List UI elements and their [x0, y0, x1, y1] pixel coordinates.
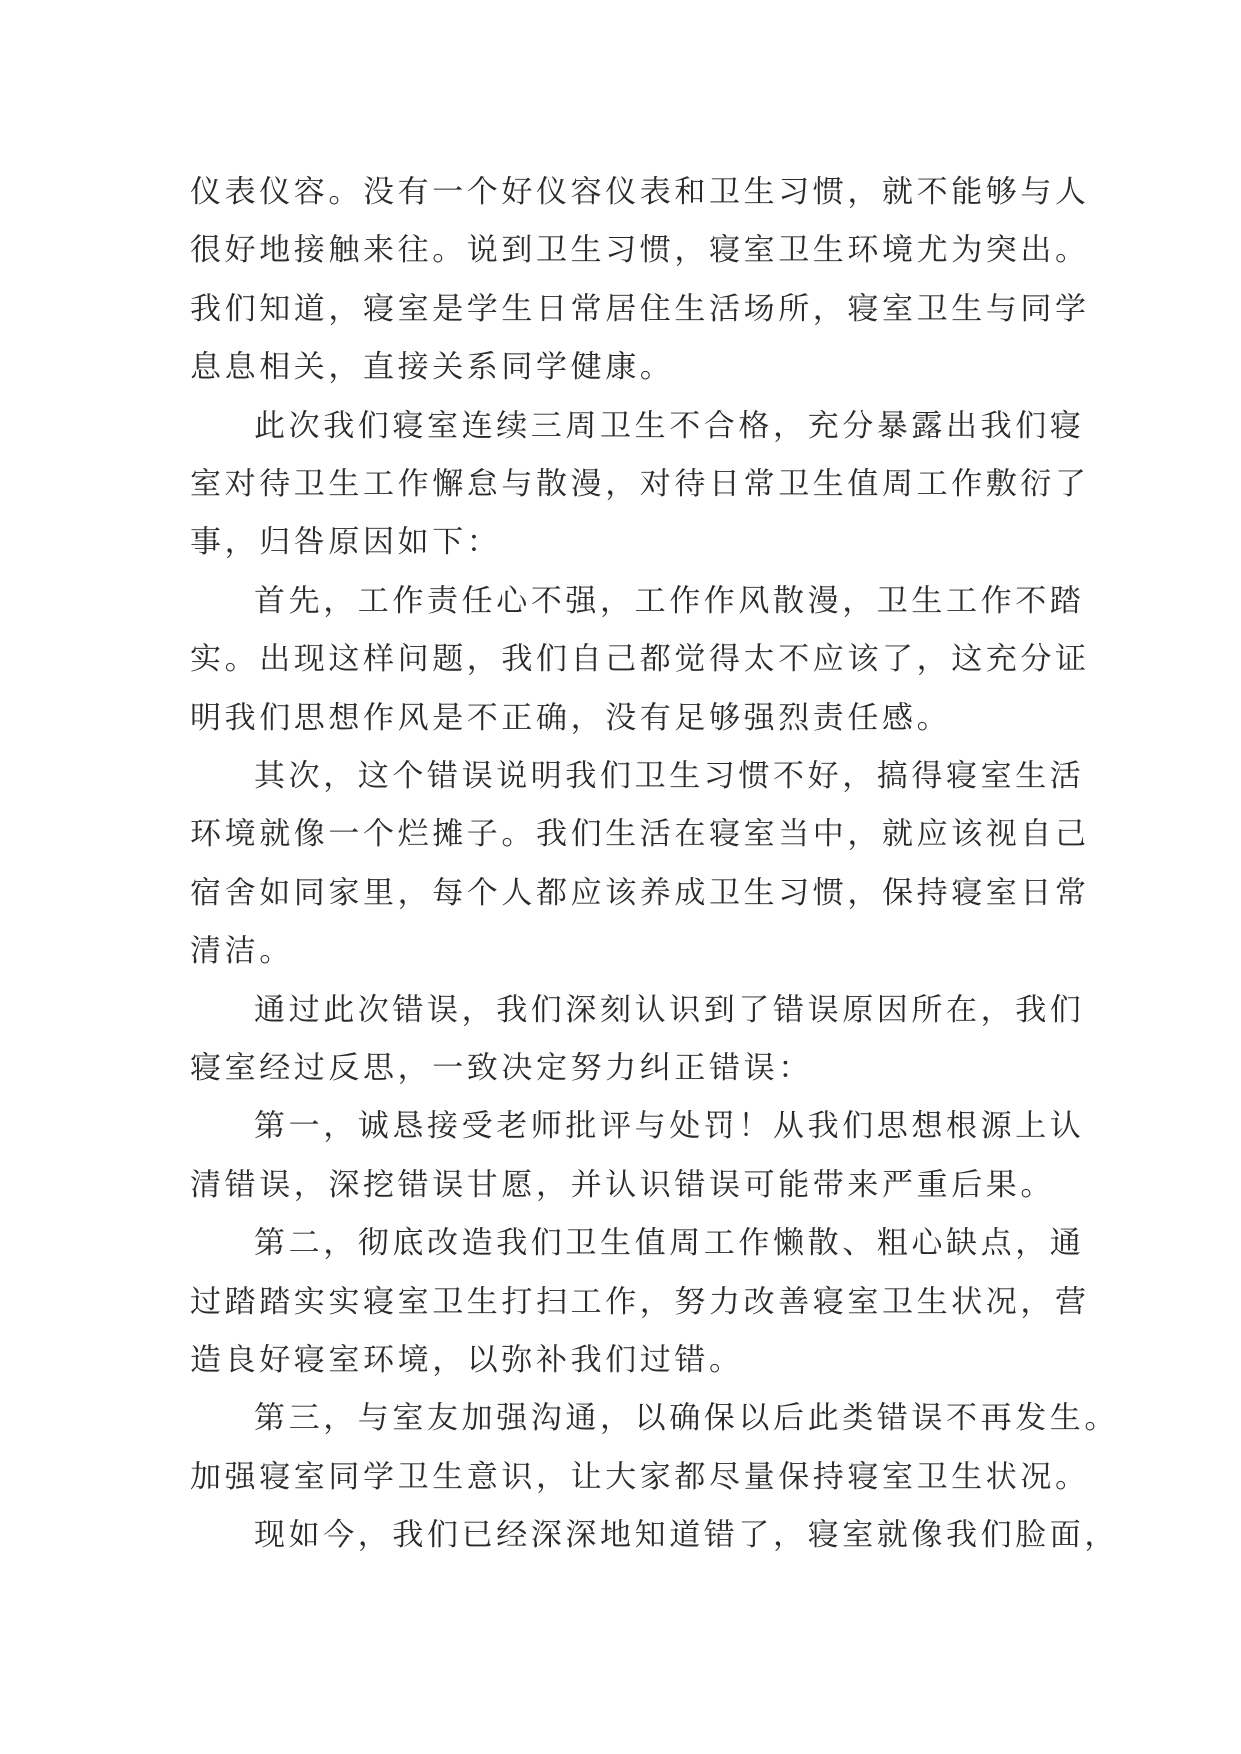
paragraph-start-line: 其次，这个错误说明我们卫生习惯不好，搞得寝室生活 — [254, 758, 1085, 794]
text-line: 很好地接触来往。说到卫生习惯，寝室卫生环境尤为突出。 — [190, 232, 1090, 269]
paragraph-start-line: 通过此次错误，我们深刻认识到了错误原因所在，我们 — [254, 991, 1085, 1028]
text-line: 加强寝室同学卫生意识，让大家都尽量保持寝室卫生状况。 — [190, 1458, 1090, 1495]
paragraph-start-line: 第三，与室友加强沟通，以确保以后此类错误不再发生。 — [254, 1400, 1119, 1437]
text-line: 过踏踏实实寝室卫生打扫工作，努力改善寝室卫生状况，营 — [190, 1283, 1090, 1320]
text-line: 清错误，深挖错误甘愿，并认识错误可能带来严重后果。 — [190, 1166, 1055, 1203]
text-line: 仪表仪容。没有一个好仪容仪表和卫生习惯，就不能够与人 — [190, 174, 1090, 210]
text-line: 息息相关，直接关系同学健康。 — [190, 349, 675, 386]
text-line: 我们知道，寝室是学生日常居住生活场所，寝室卫生与同学 — [190, 290, 1090, 327]
paragraph-start-line: 第一，诚恳接受老师批评与处罚！从我们思想根源上认 — [254, 1108, 1085, 1145]
paragraph-start-line: 此次我们寝室连续三周卫生不合格，充分暴露出我们寝 — [254, 407, 1085, 444]
paragraph-start-line: 第二，彻底改造我们卫生值周工作懒散、粗心缺点，通 — [254, 1225, 1085, 1262]
text-line: 事，归咎原因如下： — [190, 524, 502, 561]
paragraph-start-line: 现如今，我们已经深深地知道错了，寝室就像我们脸面， — [254, 1517, 1119, 1554]
text-line: 造良好寝室环境，以弥补我们过错。 — [190, 1342, 744, 1378]
text-line: 宿舍如同家里，每个人都应该养成卫生习惯，保持寝室日常 — [190, 874, 1090, 911]
text-line: 明我们思想作风是不正确，没有足够强烈责任感。 — [190, 699, 952, 736]
text-line: 实。出现这样问题，我们自己都觉得太不应该了，这充分证 — [190, 641, 1090, 678]
text-line: 环境就像一个烂摊子。我们生活在寝室当中，就应该视自己 — [190, 816, 1090, 853]
text-line: 寝室经过反思，一致决定努力纠正错误： — [190, 1050, 813, 1086]
text-line: 室对待卫生工作懈怠与散漫，对待日常卫生值周工作敷衍了 — [190, 466, 1090, 502]
paragraph-start-line: 首先，工作责任心不强，工作作风散漫，卫生工作不踏 — [254, 582, 1085, 619]
text-line: 清洁。 — [190, 933, 294, 970]
